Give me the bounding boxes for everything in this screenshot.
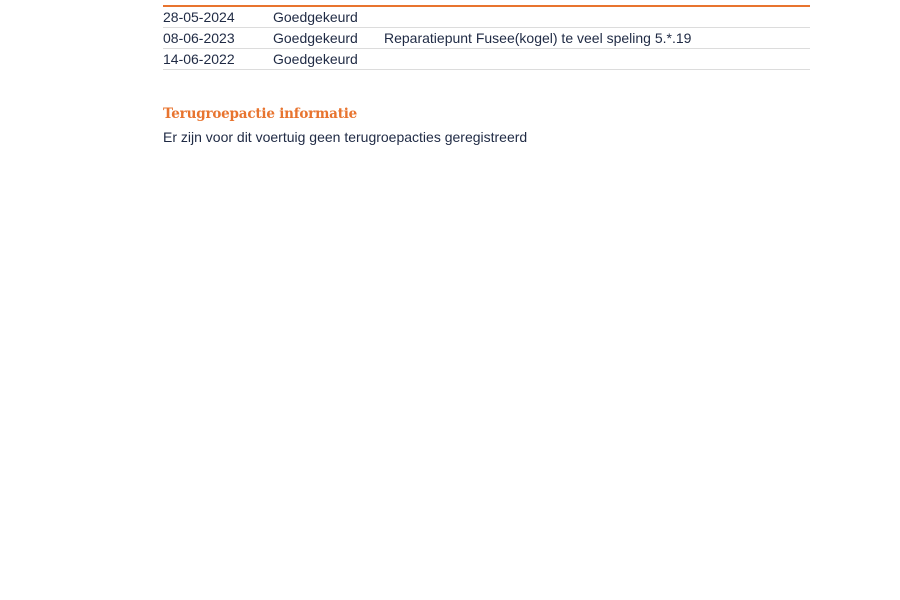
- inspection-result: Goedgekeurd: [273, 49, 384, 70]
- inspection-date: 14-06-2022: [163, 49, 273, 70]
- inspection-date: 08-06-2023: [163, 28, 273, 49]
- recall-section-text: Er zijn voor dit voertuig geen terugroepacties geregistreerd: [163, 129, 528, 145]
- inspection-remark: [384, 7, 810, 28]
- inspection-remark: Reparatiepunt Fusee(kogel) te veel speling 5.*.19: [384, 28, 810, 49]
- inspection-result: Goedgekeurd: [273, 7, 384, 28]
- inspection-history-table: [163, 7, 810, 70]
- recall-section-title: Terugroepactie informatie: [163, 106, 358, 122]
- table-row: [163, 49, 810, 70]
- inspection-date: 28-05-2024: [163, 7, 273, 28]
- table-row: [163, 28, 810, 49]
- inspection-remark: [384, 49, 810, 70]
- inspection-result: Goedgekeurd: [273, 28, 384, 49]
- table-row: [163, 7, 810, 28]
